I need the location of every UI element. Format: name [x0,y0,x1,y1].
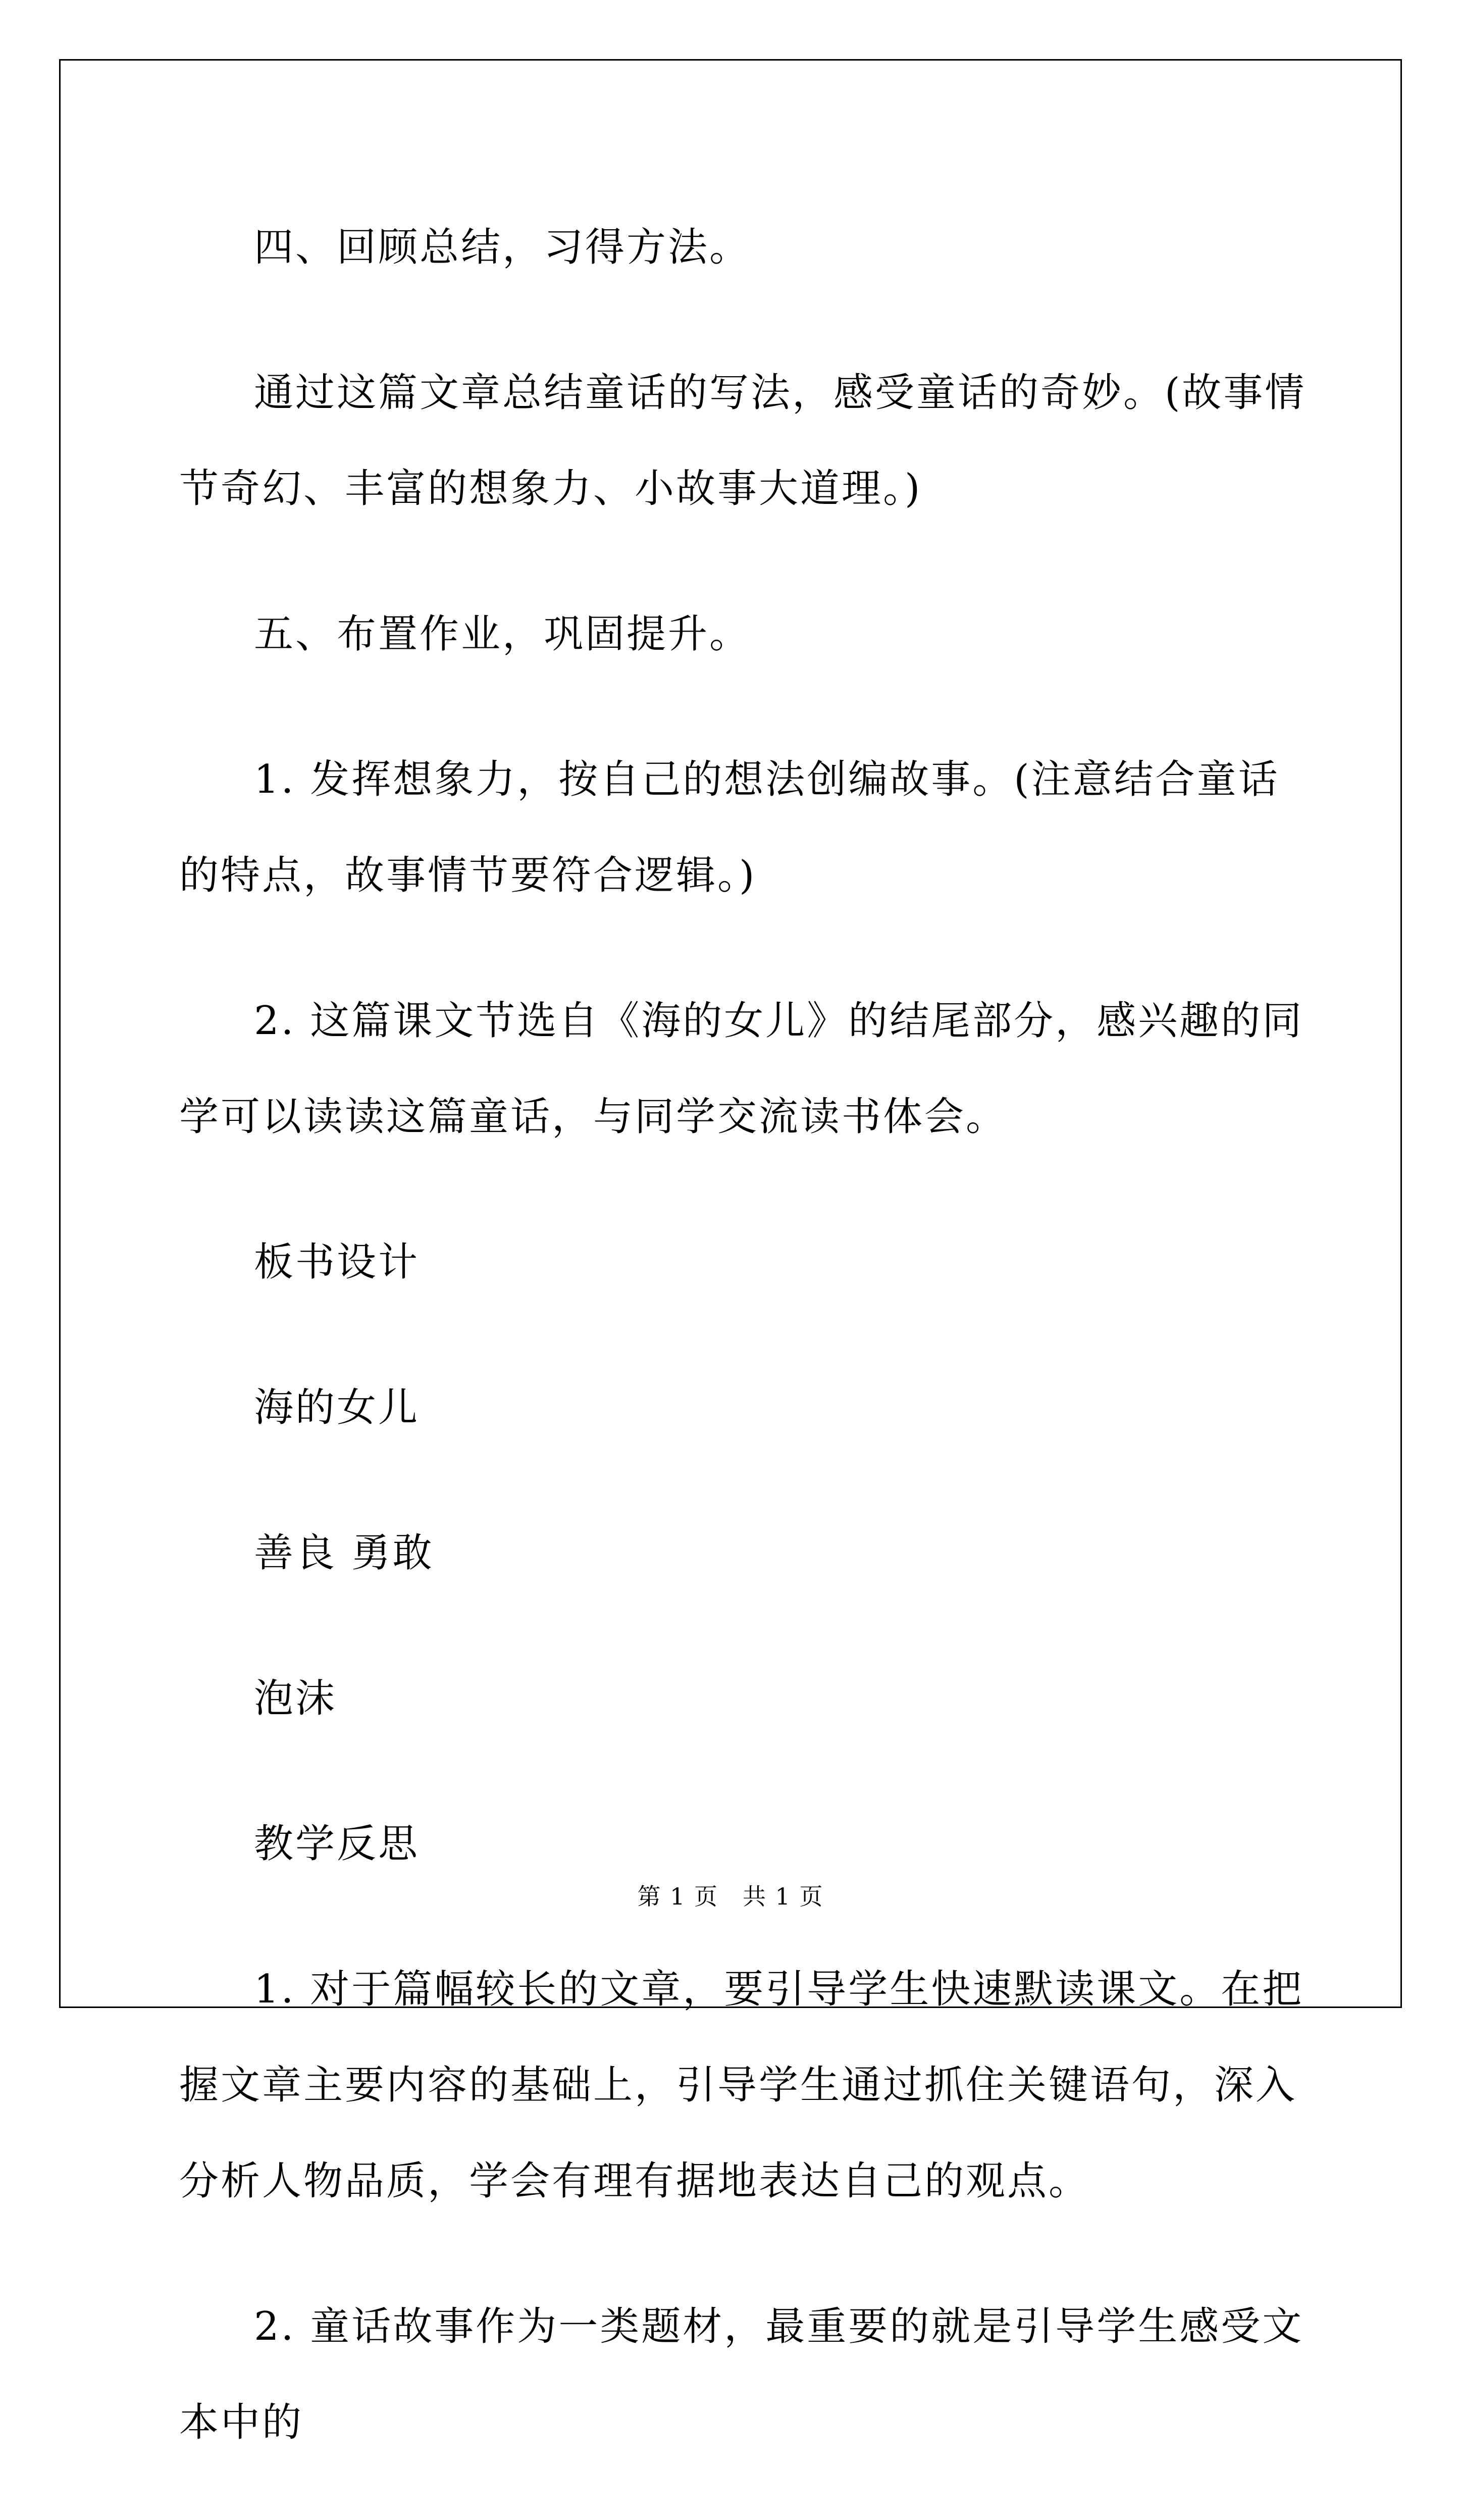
board-line: 海的女儿 [254,1385,420,1430]
paragraph: 通过这篇文章总结童话的写法，感受童话的奇妙。(故事情节奇幻、丰富的想象力、小故事大道理。) [179,370,1307,511]
paragraph: 五、布置作业，巩固提升。 [254,611,751,657]
section-heading: 教学反思 [254,1821,420,1867]
paragraph: 2. 童话故事作为一类题材，最重要的就是引导学生感受文本中的 [179,2304,1304,2445]
page-footer: 第 1 页 共 1 页 [637,1883,824,1910]
section-heading: 板书设计 [254,1240,420,1285]
paragraph: 2. 这篇课文节选自《海的女儿》的结尾部分，感兴趣的同学可以读读这篇童话，与同学交流读书体会。 [179,998,1304,1140]
board-line: 泡沫 [254,1676,337,1721]
paragraph: 1. 对于篇幅较长的文章，要引导学生快速默读课文。在把握文章主要内容的基础上，引导学生通过抓住关键语句，深入分析人物品质，学会有理有据地表达自己的观点。 [179,1967,1304,2204]
board-line: 善良 勇敢 [254,1530,434,1576]
document-body [179,199,1310,2520]
paragraph: 四、回顾总结，习得方法。 [254,225,751,270]
paragraph: 1. 发挥想象力，按自己的想法创编故事。(注意结合童话的特点，故事情节要符合逻辑。) [179,757,1280,898]
